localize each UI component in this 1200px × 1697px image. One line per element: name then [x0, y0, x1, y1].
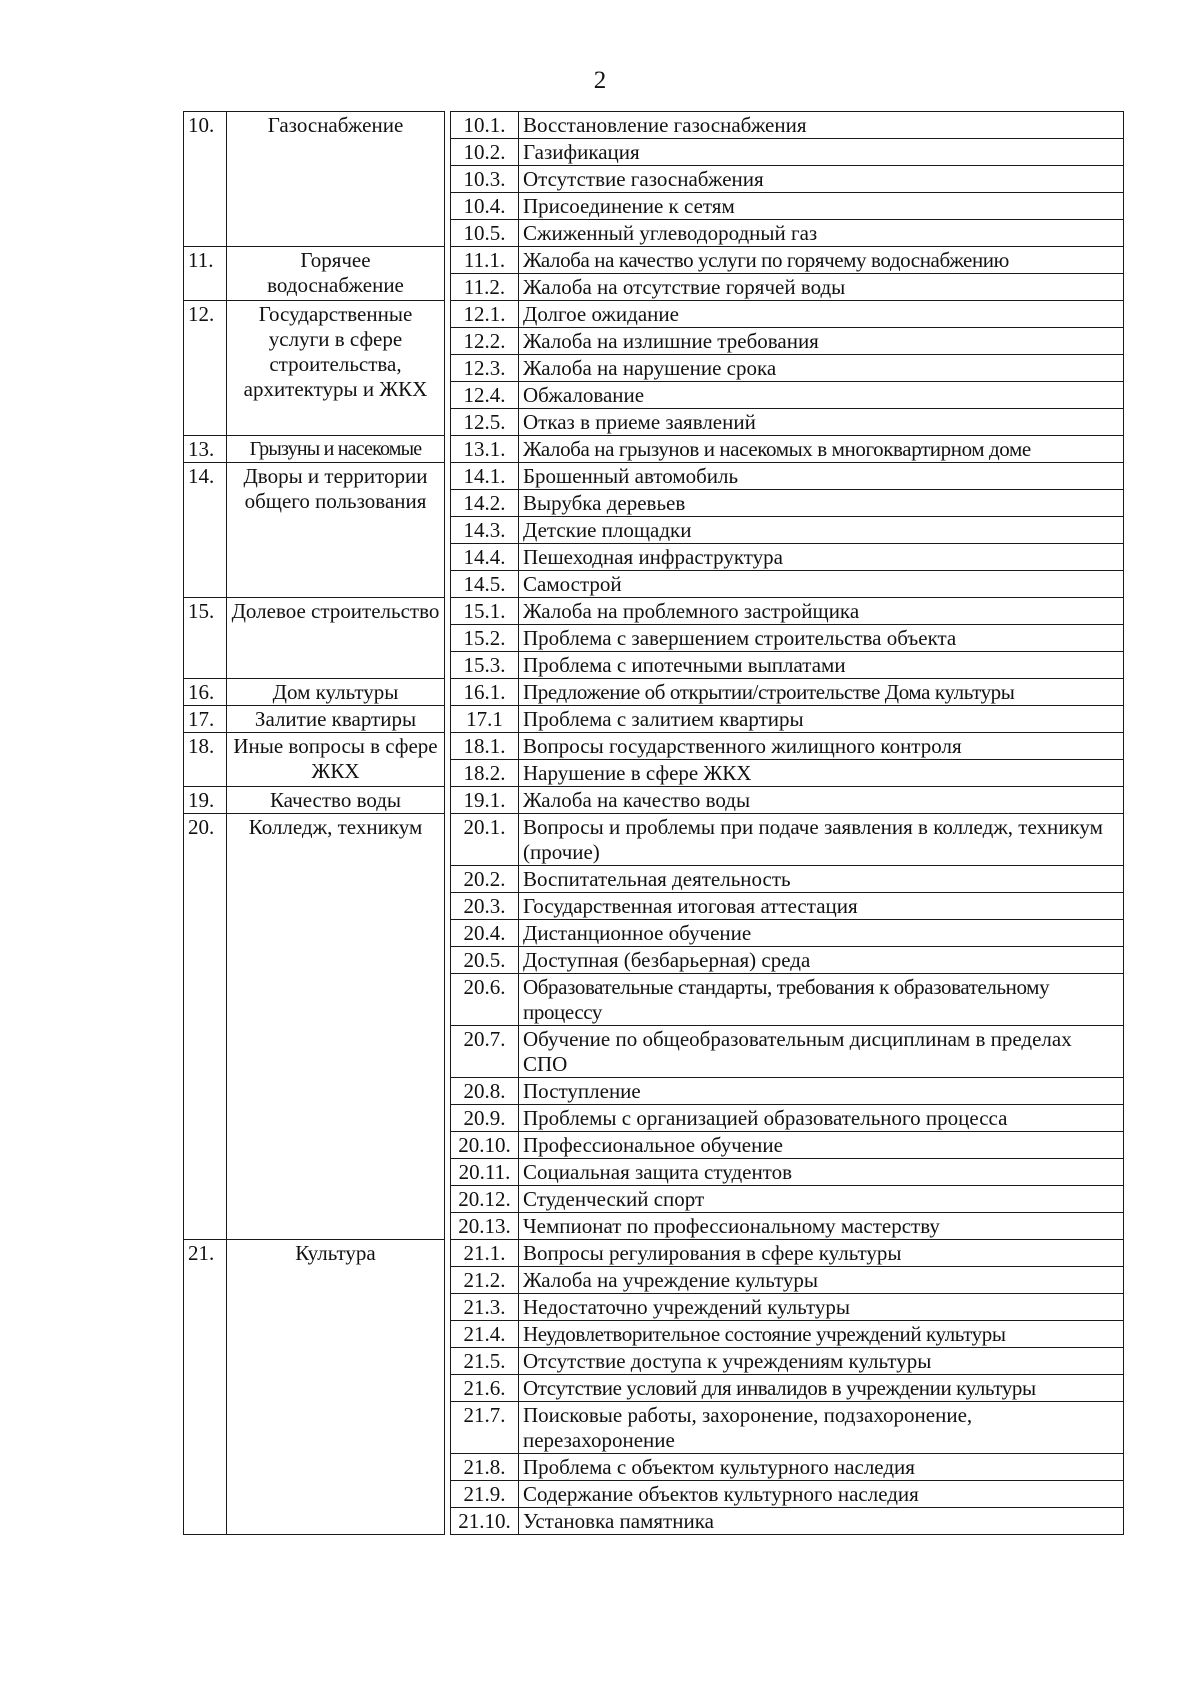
- subtopic-text: Поступление: [519, 1078, 1124, 1105]
- subtopic-code: 14.1.: [451, 463, 519, 490]
- table-row: [184, 1240, 1124, 1267]
- group-number: 13.: [184, 436, 227, 463]
- registry-body: [184, 112, 1124, 1535]
- group-category: Дом культуры: [227, 679, 445, 706]
- table-row: [184, 301, 1124, 328]
- group-number: 20.: [184, 814, 227, 1240]
- subtopic-code: 21.7.: [451, 1402, 519, 1454]
- subtopic-text: Долгое ожидание: [519, 301, 1124, 328]
- table-row: [184, 463, 1124, 490]
- subtopic-code: 19.1.: [451, 787, 519, 814]
- subtopic-code: 21.8.: [451, 1454, 519, 1481]
- subtopic-code: 21.9.: [451, 1481, 519, 1508]
- subtopic-text: Образовательные стандарты, требования к образовательному процессу: [519, 974, 1124, 1026]
- subtopic-code: 15.1.: [451, 598, 519, 625]
- group-number: 19.: [184, 787, 227, 814]
- group-category: Качество воды: [227, 787, 445, 814]
- group-number: 10.: [184, 112, 227, 247]
- subtopic-code: 20.2.: [451, 866, 519, 893]
- subtopic-code: 10.4.: [451, 193, 519, 220]
- group-number: 17.: [184, 706, 227, 733]
- table-row: [184, 112, 1124, 139]
- subtopic-code: 10.3.: [451, 166, 519, 193]
- subtopic-code: 20.3.: [451, 893, 519, 920]
- table-row: [184, 436, 1124, 463]
- subtopic-code: 14.2.: [451, 490, 519, 517]
- subtopic-text: Отсутствие доступа к учреждениям культуры: [519, 1348, 1124, 1375]
- table-row: [184, 598, 1124, 625]
- group-category: Дворы и территории общего пользования: [227, 463, 445, 598]
- subtopic-text: Проблема с объектом культурного наследия: [519, 1454, 1124, 1481]
- group-category: Культура: [227, 1240, 445, 1535]
- subtopic-code: 17.1: [451, 706, 519, 733]
- subtopic-code: 20.9.: [451, 1105, 519, 1132]
- subtopic-text: Отказ в приеме заявлений: [519, 409, 1124, 436]
- subtopic-code: 20.4.: [451, 920, 519, 947]
- group-category: Залитие квартиры: [227, 706, 445, 733]
- group-category: Долевое строительство: [227, 598, 445, 679]
- subtopic-text: Чемпионат по профессиональному мастерству: [519, 1213, 1124, 1240]
- subtopic-text: Жалоба на грызунов и насекомых в многоквартирном доме: [519, 436, 1124, 463]
- group-number: 11.: [184, 247, 227, 301]
- subtopic-code: 20.7.: [451, 1026, 519, 1078]
- group-category: Газоснабжение: [227, 112, 445, 247]
- subtopic-code: 20.5.: [451, 947, 519, 974]
- subtopic-code: 21.3.: [451, 1294, 519, 1321]
- subtopic-text: Неудовлетворительное состояние учреждений культуры: [519, 1321, 1124, 1348]
- subtopic-code: 11.1.: [451, 247, 519, 274]
- subtopic-text: Жалоба на учреждение культуры: [519, 1267, 1124, 1294]
- subtopic-code: 12.3.: [451, 355, 519, 382]
- subtopic-text: Государственная итоговая аттестация: [519, 893, 1124, 920]
- subtopic-text: Дистанционное обучение: [519, 920, 1124, 947]
- subtopic-text: Доступная (безбарьерная) среда: [519, 947, 1124, 974]
- table-row: [184, 706, 1124, 733]
- subtopic-code: 10.2.: [451, 139, 519, 166]
- group-number: 18.: [184, 733, 227, 787]
- subtopic-code: 14.5.: [451, 571, 519, 598]
- subtopic-text: Жалоба на проблемного застройщика: [519, 598, 1124, 625]
- subtopic-code: 14.3.: [451, 517, 519, 544]
- subtopic-code: 20.13.: [451, 1213, 519, 1240]
- subtopic-code: 15.3.: [451, 652, 519, 679]
- table-row: [184, 787, 1124, 814]
- subtopic-text: Самострой: [519, 571, 1124, 598]
- subtopic-text: Поисковые работы, захоронение, подзахоронение, перезахоронение: [519, 1402, 1124, 1454]
- subtopic-code: 12.5.: [451, 409, 519, 436]
- subtopic-text: Жалоба на излишние требования: [519, 328, 1124, 355]
- subtopic-code: 15.2.: [451, 625, 519, 652]
- subtopic-text: Проблема с завершением строительства объекта: [519, 625, 1124, 652]
- subtopic-code: 21.1.: [451, 1240, 519, 1267]
- page-number: 2: [593, 67, 607, 94]
- subtopic-code: 10.5.: [451, 220, 519, 247]
- group-category: Грызуны и насекомые: [227, 436, 445, 463]
- subtopic-text: Детские площадки: [519, 517, 1124, 544]
- subtopic-text: Отсутствие газоснабжения: [519, 166, 1124, 193]
- subtopic-text: Жалоба на качество воды: [519, 787, 1124, 814]
- subtopic-code: 20.8.: [451, 1078, 519, 1105]
- subtopic-text: Отсутствие условий для инвалидов в учреждении культуры: [519, 1375, 1124, 1402]
- subtopic-text: Вопросы и проблемы при подаче заявления в колледж, техникум (прочие): [519, 814, 1124, 866]
- subtopic-text: Пешеходная инфраструктура: [519, 544, 1124, 571]
- subtopic-text: Проблемы с организацией образовательного процесса: [519, 1105, 1124, 1132]
- subtopic-text: Вопросы регулирования в сфере культуры: [519, 1240, 1124, 1267]
- subtopic-code: 21.2.: [451, 1267, 519, 1294]
- group-category: Иные вопросы в сфере ЖКХ: [227, 733, 445, 787]
- subtopic-text: Содержание объектов культурного наследия: [519, 1481, 1124, 1508]
- subtopic-text: Сжиженный углеводородный газ: [519, 220, 1124, 247]
- subtopic-code: 13.1.: [451, 436, 519, 463]
- table-row: [184, 733, 1124, 760]
- subtopic-text: Нарушение в сфере ЖКХ: [519, 760, 1124, 787]
- subtopic-code: 20.12.: [451, 1186, 519, 1213]
- group-category: Государственные услуги в сфере строительства, архитектуры и ЖКХ: [227, 301, 445, 436]
- group-number: 14.: [184, 463, 227, 598]
- subtopic-code: 21.6.: [451, 1375, 519, 1402]
- subtopic-text: Жалоба на качество услуги по горячему водоснабжению: [519, 247, 1124, 274]
- subtopic-code: 21.4.: [451, 1321, 519, 1348]
- subtopic-code: 20.10.: [451, 1132, 519, 1159]
- subtopic-text: Предложение об открытии/строительстве Дома культуры: [519, 679, 1124, 706]
- subtopic-text: Установка памятника: [519, 1508, 1124, 1535]
- subtopic-code: 12.4.: [451, 382, 519, 409]
- subtopic-code: 11.2.: [451, 274, 519, 301]
- subtopic-code: 16.1.: [451, 679, 519, 706]
- subtopic-code: 12.2.: [451, 328, 519, 355]
- subtopic-text: Восстановление газоснабжения: [519, 112, 1124, 139]
- subtopic-text: Проблема с залитием квартиры: [519, 706, 1124, 733]
- group-number: 12.: [184, 301, 227, 436]
- subtopic-code: 21.10.: [451, 1508, 519, 1535]
- topic-registry-table: [183, 111, 1124, 1535]
- subtopic-text: Профессиональное обучение: [519, 1132, 1124, 1159]
- subtopic-text: Недостаточно учреждений культуры: [519, 1294, 1124, 1321]
- group-number: 16.: [184, 679, 227, 706]
- subtopic-code: 20.1.: [451, 814, 519, 866]
- group-category: Горячее водоснабжение: [227, 247, 445, 301]
- subtopic-text: Вырубка деревьев: [519, 490, 1124, 517]
- subtopic-code: 10.1.: [451, 112, 519, 139]
- group-category: Колледж, техникум: [227, 814, 445, 1240]
- group-number: 15.: [184, 598, 227, 679]
- subtopic-text: Газификация: [519, 139, 1124, 166]
- subtopic-code: 18.2.: [451, 760, 519, 787]
- subtopic-text: Присоединение к сетям: [519, 193, 1124, 220]
- subtopic-text: Обучение по общеобразовательным дисциплинам в пределах СПО: [519, 1026, 1124, 1078]
- subtopic-code: 18.1.: [451, 733, 519, 760]
- subtopic-text: Обжалование: [519, 382, 1124, 409]
- group-number: 21.: [184, 1240, 227, 1535]
- subtopic-code: 14.4.: [451, 544, 519, 571]
- subtopic-text: Студенческий спорт: [519, 1186, 1124, 1213]
- subtopic-code: 21.5.: [451, 1348, 519, 1375]
- subtopic-code: 20.6.: [451, 974, 519, 1026]
- subtopic-code: 20.11.: [451, 1159, 519, 1186]
- table-row: [184, 247, 1124, 274]
- table-row: [184, 814, 1124, 866]
- subtopic-text: Воспитательная деятельность: [519, 866, 1124, 893]
- subtopic-text: Проблема с ипотечными выплатами: [519, 652, 1124, 679]
- subtopic-text: Социальная защита студентов: [519, 1159, 1124, 1186]
- table-row: [184, 679, 1124, 706]
- subtopic-text: Вопросы государственного жилищного контроля: [519, 733, 1124, 760]
- subtopic-text: Жалоба на отсутствие горячей воды: [519, 274, 1124, 301]
- subtopic-text: Жалоба на нарушение срока: [519, 355, 1124, 382]
- subtopic-code: 12.1.: [451, 301, 519, 328]
- subtopic-text: Брошенный автомобиль: [519, 463, 1124, 490]
